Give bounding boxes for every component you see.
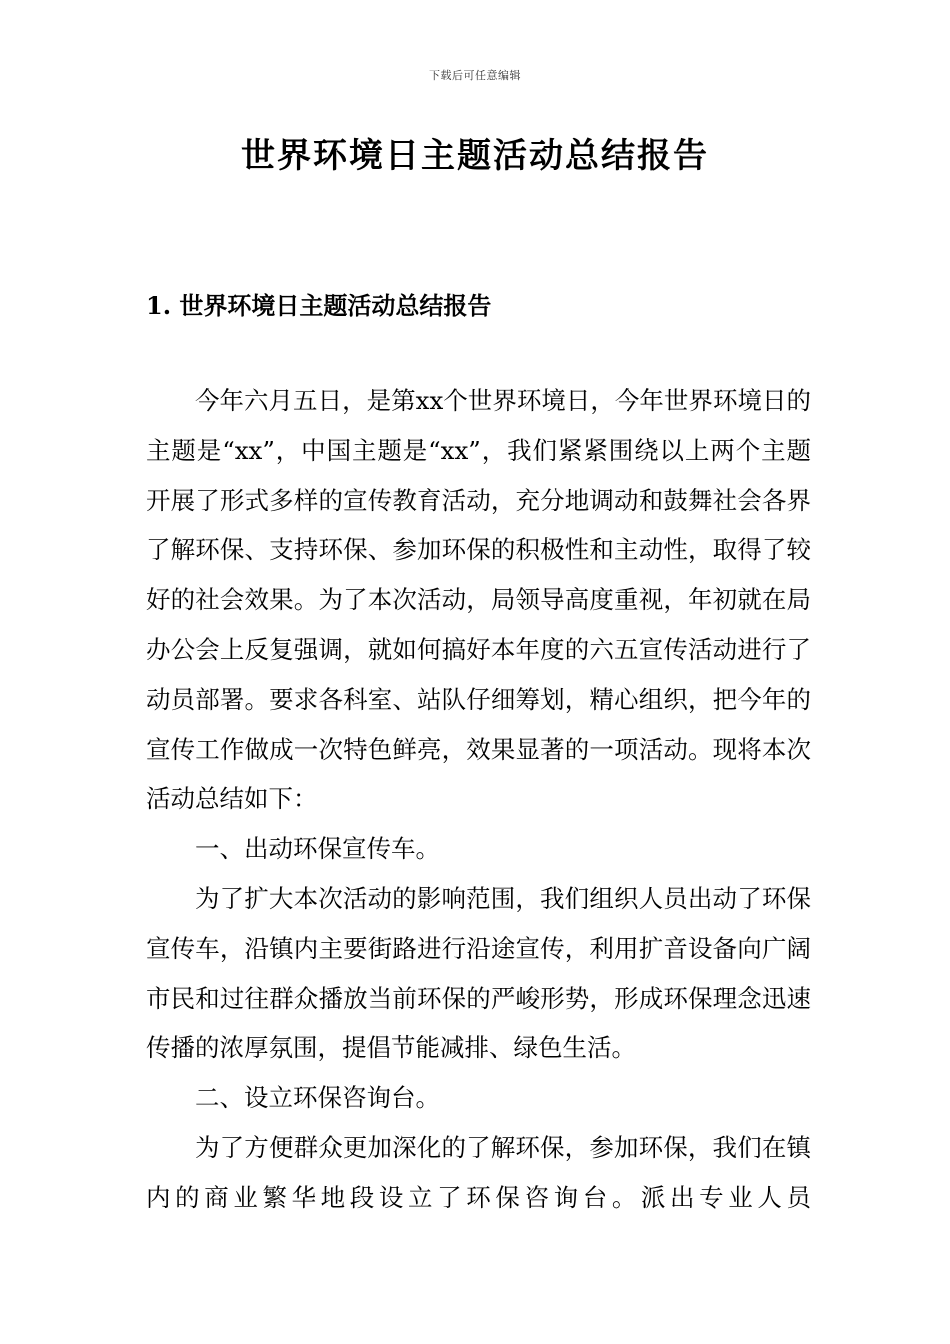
subheading-propaganda-vehicle: 一、出动环保宣传车。 [195,834,440,864]
paragraph-propaganda-vehicle: 为了扩大本次活动的影响范围，我们组织人员出动了环保宣传车，沿镇内主要街路进行沿途宣传，利用扩音设备向广阔市民和过往群众播放当前环保的严峻形势，形成环保理念迅速传播的浓厚氛围，提倡节能减排、绿色生活。 [146,883,811,1063]
subheading-consultation-desk: 二、设立环保咨询台。 [195,1083,440,1113]
paragraph-intro: 今年六月五日，是第xx个世界环境日，今年世界环境日的主题是“xx”，中国主题是“xx”，我们紧紧围绕以上两个主题开展了形式多样的宣传教育活动，充分地调动和鼓舞社会各界了解环保、支持环保、参加环保的积极性和主动性，取得了较好的社会效果。为了本次活动，局领导高度重视，年初就在局办公会上反复强调，就如何搞好本年度的六五宣传活动进行了动员部署。要求各科室、站队仔细筹划，精心组织，把今年的宣传工作做成一次特色鲜亮，效果显著的一项活动。现将本次活动总结如下： [146,386,811,814]
paragraph-consultation-desk: 为了方便群众更加深化的了解环保，参加环保，我们在镇内的商业繁华地段设立了环保咨询台。派出专业人员 [146,1132,811,1212]
header-note: 下载后可任意编辑 [429,69,521,82]
document-body [146,376,811,1223]
section-heading: 1. 世界环境日主题活动总结报告 [146,291,492,320]
document-title: 世界环境日主题活动总结报告 [241,136,709,176]
